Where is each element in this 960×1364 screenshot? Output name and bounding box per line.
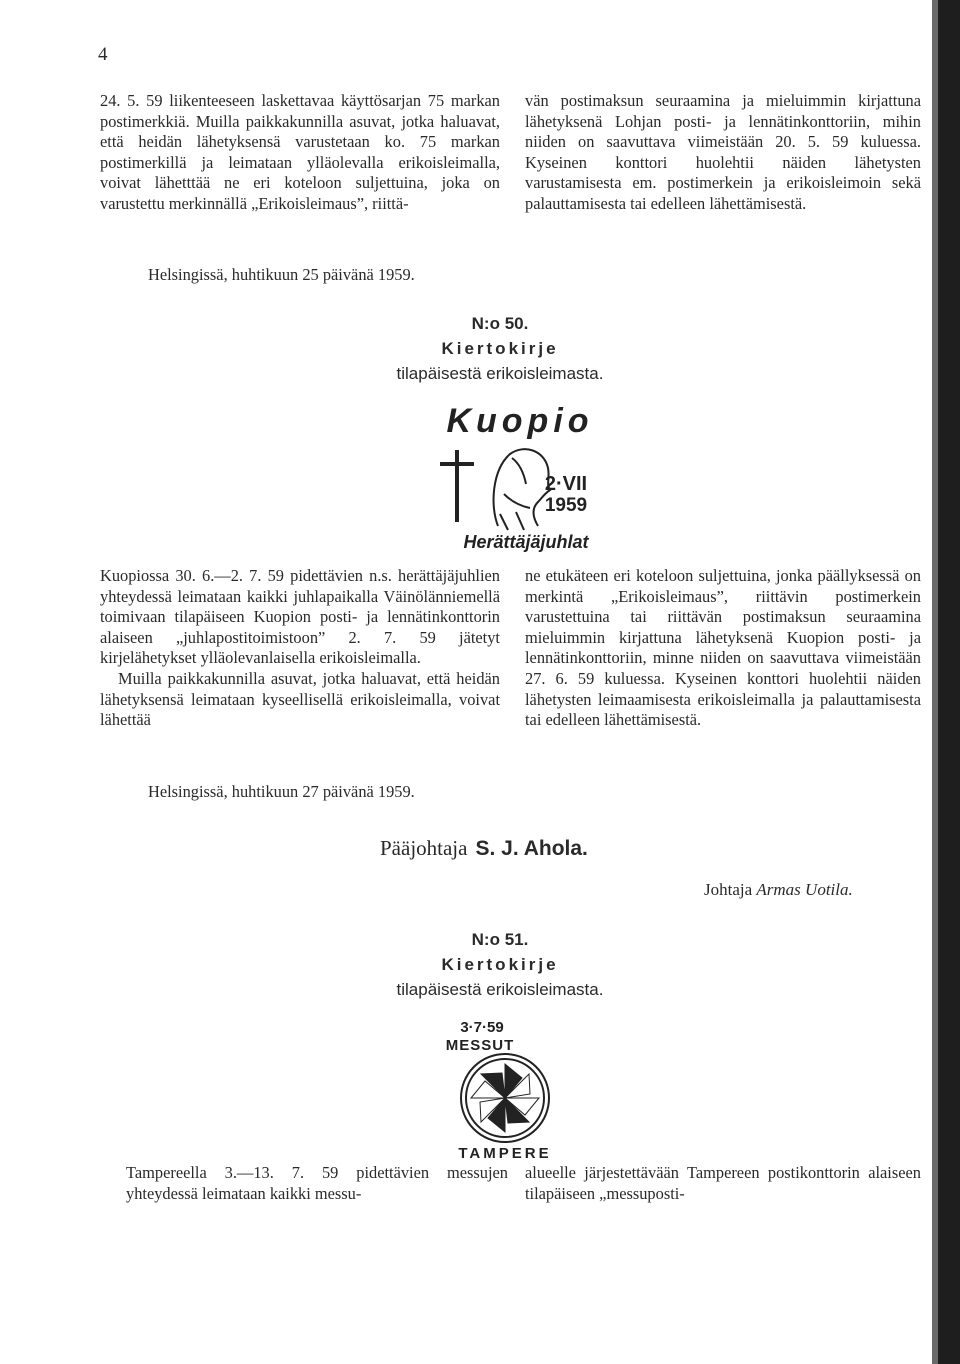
signature-director-general [380, 836, 588, 861]
postmark-event: Herättäjäjuhlat [463, 532, 589, 552]
circular-50-number: N:o 50. [471, 314, 529, 333]
tampere-fair-postmark [430, 1012, 580, 1162]
postmark-year: 1959 [544, 495, 588, 516]
circ50-left-column [100, 566, 500, 731]
cross-icon [440, 450, 474, 522]
director-title: Johtaja [704, 880, 753, 899]
circular-50-subtitle: tilapäisestä erikoisleimasta. [396, 364, 604, 383]
postmark-town-name: Kuopio [446, 402, 594, 440]
circular-51-title: Kiertokirje [441, 955, 559, 974]
page-number: 4 [98, 44, 108, 65]
circ51-left-paragraph: Tampereella 3.—13. 7. 59 pidettävien messujen yhteydessä leimataan kaikki messu- [126, 1163, 508, 1203]
circular-51-subtitle: tilapäisestä erikoisleimasta. [396, 980, 604, 999]
scan-page-edge [938, 0, 960, 1364]
circ50-right-paragraph: ne etukäteen eri koteloon suljettuina, jonka päällyksessä on merkintä „Erikoisleimaus”, riittävin postimerkein varustettuina tai riittävän postimaksun seuraamina mieluimmin kirjattuna lähetyksenä Kuopion posti- ja lennätinkonttoriin, minne niiden on saavuttava viimeistään 27. 6. 59 kuluessa. Kyseinen konttori huolehtii näiden lähetysten leimaamisesta erikoisleimalla ja palauttamisesta tai edelleen lähettämisestä. [525, 566, 921, 730]
fair-postmark-date: 3·7·59 [460, 1019, 504, 1036]
prev-left-column [100, 91, 500, 215]
kuopio-special-postmark [420, 398, 620, 558]
scan-page-edge-shadow [932, 0, 938, 1364]
prev-left-paragraph: 24. 5. 59 liikenteeseen laskettavaa käyttösarjan 75 markan postimerkkiä. Muilla paikkakunnilla asuvat, jotka haluavat, että heidän lähetyksensä varustetaan ko. 75 markan postimerkillä ja leimataan ylläolevalla erikoisleimalla, voivat lähetttää ne eri koteloon suljettuina, joka on varustettu merkinnällä „Erikoisleimaus”, riittä- [100, 91, 500, 213]
director-general-name: S. J. Ahola. [475, 837, 588, 860]
circ50-left-paragraph-1: Kuopiossa 30. 6.—2. 7. 59 pidettävien n.s. herättäjäjuhlien yhteydessä leimataan kaikki juhlapaikalla Väinölänniemellä toimivaan tilapäiseen Kuopion posti- ja lennätinkonttorin alaiseen „juhlapostitoimistoon” 2. 7. 59 jätetyt kirjelähetykset ylläolevanlaisella erikoisleimalla. [100, 566, 500, 668]
signature-director [704, 880, 853, 900]
fair-postmark-town: TAMPERE [458, 1145, 552, 1162]
director-name: Armas Uotila. [756, 880, 853, 899]
prev-right-column [525, 91, 921, 215]
circ51-right-column [525, 1163, 921, 1204]
circular-50-title: Kiertokirje [441, 339, 559, 358]
postmark-date: 2·VII [544, 473, 588, 495]
circ50-date-line: Helsingissä, huhtikuun 27 päivänä 1959. [148, 782, 415, 801]
prev-right-paragraph: vän postimaksun seuraamina ja mieluimmin kirjattuna lähetyksenä Lohjan posti- ja lennätinkonttoriin, mihin niiden on saavuttava viimeistään 20. 5. 59 kuluessa. Kyseinen konttori huolehtii näiden lähetysten varustamisesta em. postimerkein ja erikoisleimoin sekä palauttamisesta tai edelleen lähettämisestä. [525, 91, 921, 213]
circ51-right-paragraph: alueelle järjestettävään Tampereen postikonttorin alaiseen tilapäiseen „messuposti- [525, 1163, 921, 1203]
director-general-title: Pääjohtaja [380, 836, 468, 860]
fair-postmark-word: MESSUT [445, 1037, 515, 1054]
circ51-left-column [126, 1163, 508, 1204]
circ50-right-column [525, 566, 921, 731]
circular-51-number: N:o 51. [471, 930, 529, 949]
circ50-left-paragraph-2: Muilla paikkakunnilla asuvat, jotka haluavat, että heidän lähetyksensä leimataan kyseellisellä erikoisleimalla, voivat lähettää [100, 668, 500, 730]
pinwheel-icon [471, 1064, 539, 1132]
portrait-icon [494, 449, 550, 530]
prev-date-line: Helsingissä, huhtikuun 25 päivänä 1959. [148, 265, 415, 284]
